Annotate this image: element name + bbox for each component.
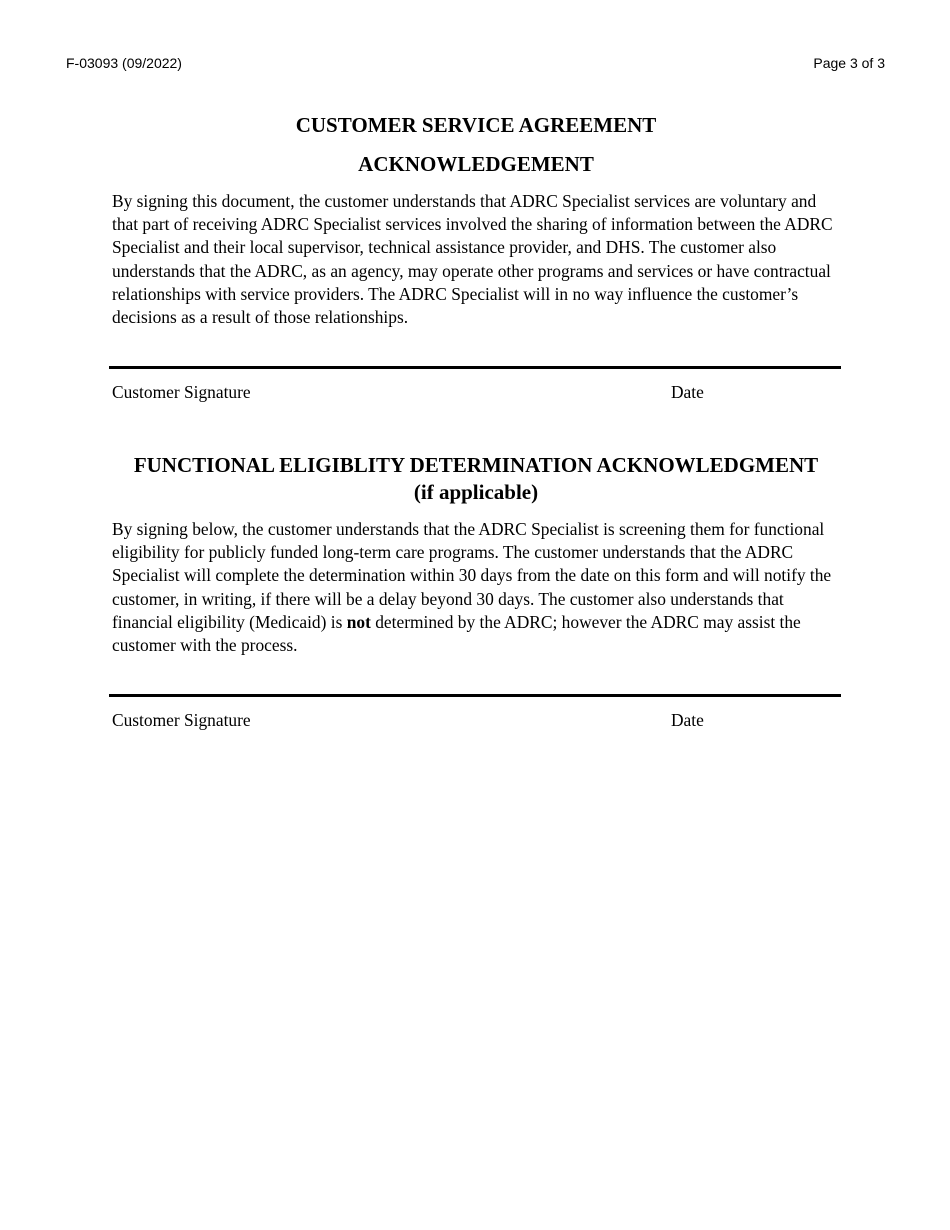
section2-date-label: Date — [671, 710, 704, 730]
section1-signature-line — [109, 366, 841, 369]
section1-date-label: Date — [671, 382, 704, 402]
section1-title-line1: CUSTOMER SERVICE AGREEMENT — [295, 113, 657, 137]
section1-title-line2: ACKNOWLEDGEMENT — [358, 152, 594, 176]
section1-signature-label: Customer Signature — [112, 382, 251, 402]
section2-body — [112, 518, 842, 657]
page-number: Page 3 of 3 — [813, 55, 885, 71]
section2-body-emphasis: not — [346, 611, 371, 632]
form-number: F-03093 (09/2022) — [66, 55, 182, 71]
section2-title-line1: FUNCTIONAL ELIGIBLITY DETERMINATION ACKNOWLEDGMENT — [133, 453, 819, 477]
section2-body-part1: By signing below, the customer understands that the ADRC Specialist is screening them for functional eligibility for publicly funded long-term care programs. The customer understands that the ADRC Specialist will complete the determination within 30 days from the date on this form and will notify the customer, in writing, if there will be a delay beyond 30 days. The customer also understands that financial eligibility (Medicaid) is — [112, 519, 832, 632]
document-body — [112, 0, 840, 1230]
section2-title-line2: (if applicable) — [413, 480, 539, 504]
section2-signature-label: Customer Signature — [112, 710, 251, 730]
section2-body-part2: determined by the ADRC; however the ADRC may assist the customer with the process. — [112, 611, 801, 656]
section1-body: By signing this document, the customer understands that ADRC Specialist services are voluntary and that part of receiving ADRC Specialist services involved the sharing of information between the ADRC Specialist and their local supervisor, technical assistance provider, and DHS. The customer also understands that the ADRC, as an agency, may operate other programs and services or have contractual relationships with service providers. The ADRC Specialist will in no way influence the customer’s decisions as a result of those relationships. — [112, 191, 833, 328]
section2-signature-line — [109, 694, 841, 697]
